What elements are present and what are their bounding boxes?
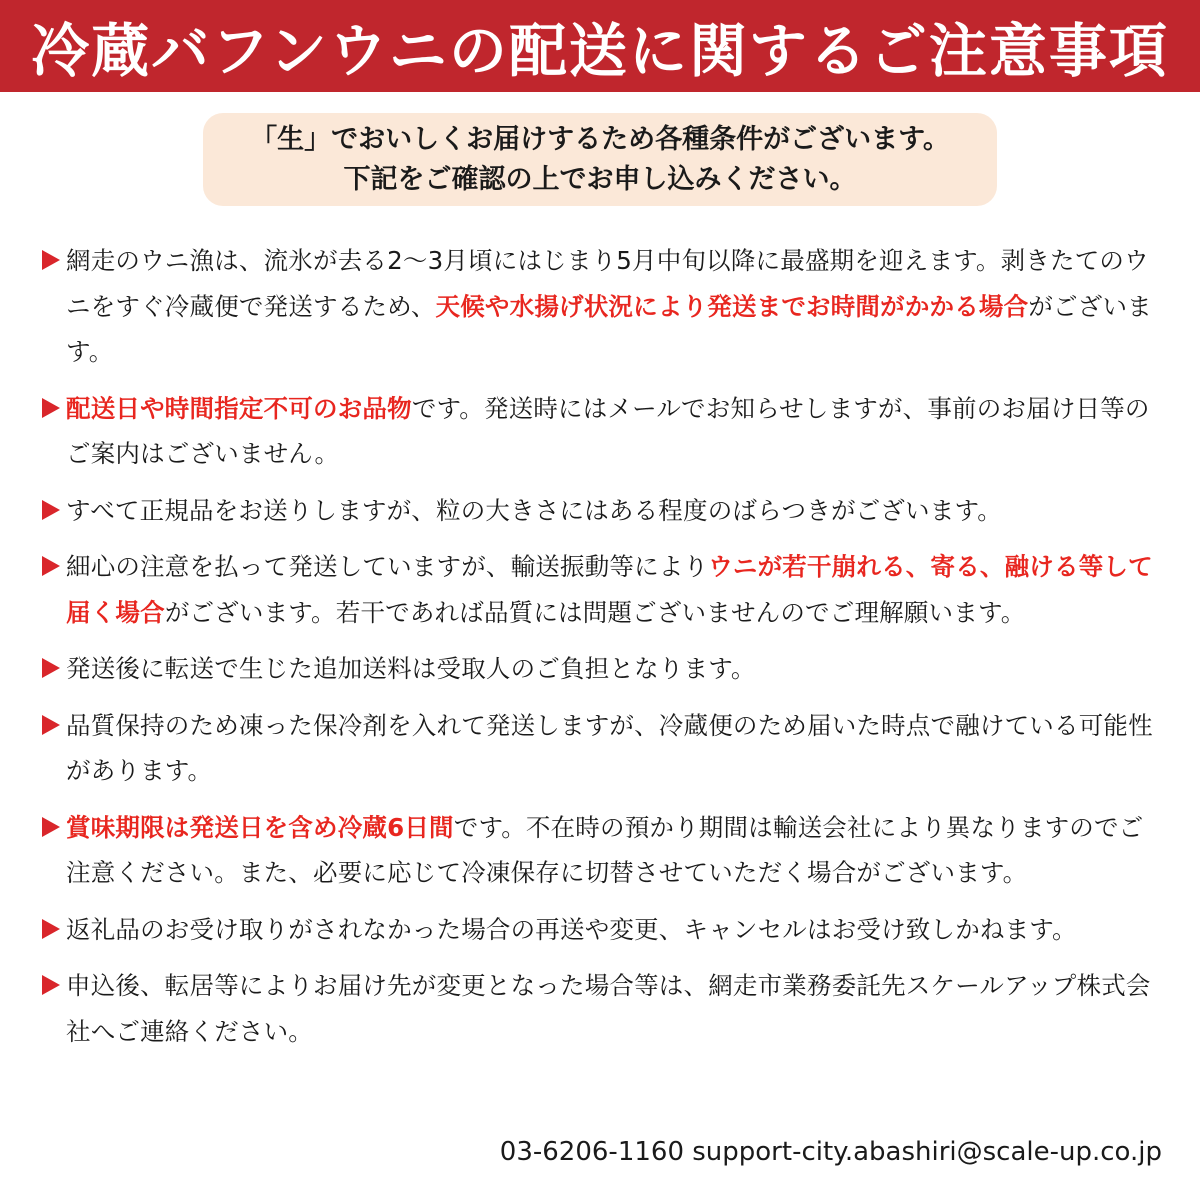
intro-line-2: 下記をご確認の上でお申し込みください。 — [343, 163, 857, 195]
triangle-bullet-icon — [42, 715, 60, 735]
note-item — [40, 488, 1168, 534]
triangle-bullet-icon — [42, 250, 60, 270]
note-text: すべて正規品をお送りしますが、粒の大きさにはある程度のばらつきがございます。 — [66, 495, 1002, 525]
note-item — [40, 646, 1168, 692]
triangle-bullet-icon — [42, 975, 60, 995]
triangle-bullet-icon — [42, 919, 60, 939]
note-item — [40, 544, 1168, 635]
notes-list — [40, 238, 1168, 1065]
page-title: 冷蔵バフンウニの配送に関するご注意事項 — [31, 17, 1169, 85]
note-text: です。不在時の預かり期間は輸送会社により異なりますのでご注意ください。また、必要に応じて冷凍保存に切替させていただく場合がございます。 — [66, 812, 1144, 887]
note-highlight: 天候や水揚げ状況により発送までお時間がかかる場合 — [435, 291, 1029, 321]
intro-line-1: 「生」でおいしくお届けするため各種条件がございます。 — [250, 123, 950, 155]
note-text: 返礼品のお受け取りがされなかった場合の再送や変更、キャンセルはお受け致しかねます。 — [66, 914, 1077, 944]
note-item — [40, 238, 1168, 375]
note-highlight: 賞味期限は発送日を含め冷蔵6日間 — [66, 812, 454, 842]
note-item — [40, 907, 1168, 953]
note-item — [40, 703, 1168, 794]
note-text: 発送後に転送で生じた追加送料は受取人のご負担となります。 — [66, 654, 756, 683]
contact-info: 03-6206-1160 support-city.abashiri@scale-up.co.jp — [499, 1137, 1162, 1167]
note-text: がございます。 — [66, 291, 1152, 366]
note-item — [40, 805, 1168, 896]
note-highlight: ウニが若干崩れる、寄る、融ける等して届く場合 — [66, 552, 1153, 627]
triangle-bullet-icon — [42, 556, 60, 576]
intro-box — [203, 113, 997, 206]
triangle-bullet-icon — [42, 817, 60, 837]
triangle-bullet-icon — [42, 500, 60, 520]
note-text: です。発送時にはメールでお知らせしますが、事前のお届け日等のご案内はございません。 — [66, 393, 1150, 468]
note-text: 細心の注意を払って発送していますが、輸送振動等により — [66, 552, 709, 581]
triangle-bullet-icon — [42, 398, 60, 418]
note-text: 品質保持のため凍った保冷剤を入れて発送しますが、冷蔵便のため届いた時点で融けている可能性があります。 — [66, 710, 1153, 785]
triangle-bullet-icon — [42, 658, 60, 678]
note-text: 網走のウニ漁は、流氷が去る2～3月頃にはじまり5月中旬以降に最盛期を迎えます。剥きたてのウニをすぐ冷蔵便で発送するため、 — [66, 246, 1149, 321]
note-text: がございます。若干であれば品質には問題ございませんのでご理解願います。 — [164, 597, 1026, 627]
note-highlight: 配送日や時間指定不可のお品物 — [66, 393, 412, 423]
header-banner — [0, 0, 1200, 92]
note-item — [40, 386, 1168, 477]
note-item — [40, 963, 1168, 1054]
note-text: 申込後、転居等によりお届け先が変更となった場合等は、網走市業務委託先スケールアップ株式会社へご連絡ください。 — [66, 971, 1151, 1046]
